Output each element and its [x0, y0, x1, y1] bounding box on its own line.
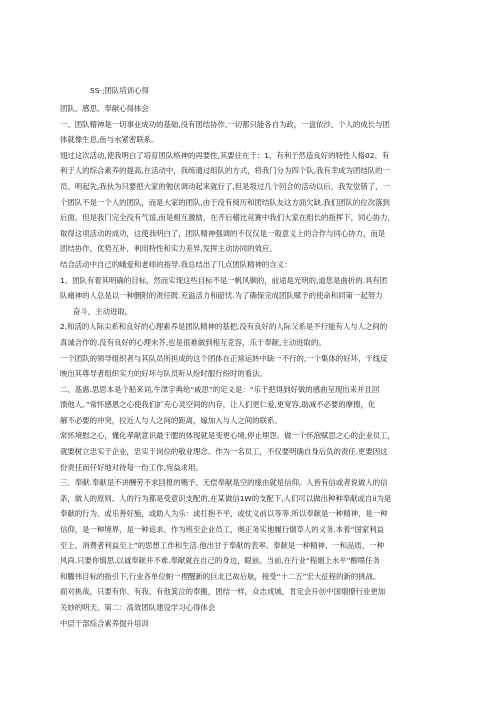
document-title: SS-;团队培训心得	[90, 86, 149, 95]
text-line: 1、团队有着其明确的目标，然而实现这些目标不是一帆风顺的，前途是光明的,道您是曲折的.具有团	[60, 275, 388, 285]
text-line: 三、奉献.奉献是不讲酬劳不求回报的赐予。无偿奉献是空的缘由就是信仰。人皆有信或者说做人的信	[60, 478, 388, 488]
text-line: 就要树立忠实于企业，忠实于岗位的敬业理念。作为一名员工，不仅要明确自身后负的责任.更要因这	[60, 447, 388, 457]
text-line: 馈他人。”常怀感恩之心使我们扩充心灵空间的内存，让人们更仁爱,更宽容,助减不必要的摩擦，化	[60, 400, 376, 410]
text-line: 真诚合作的.没有良好的心理未芥,也是很难做到相互克容，乐于奉献,主动进取的。	[60, 337, 326, 347]
text-line: 关妙的明天。第二：高效团队建设学习心得体会	[60, 603, 216, 612]
text-line: 员。明起先,我伙为只要把大家的勉伏调动起来就行了,但是圾过几个回合的活动以后，我发觉错了，一	[60, 181, 390, 191]
text-line: 体就像生息,鱼与水紧密联系。	[60, 135, 159, 145]
text-line: 个团队不是一个人的团队，而是大家的团队,由于没有阅历和团结队友这方面欠缺.我们团队的位次落到	[60, 197, 390, 207]
text-line: 取得这项活动的成功，这使我明白了，团队精神强调的不仅仅是一般意义上的合作与同心协力，而是	[60, 228, 386, 238]
text-line: 一、团队精神是一切事业成功的基础,没有团结协作,一切都只能各自为政，一盘依沙。个人的成长与团	[60, 119, 390, 129]
text-line: 奋斗，主动进取，	[73, 306, 133, 316]
text-line: 队痛神的人总是以一种删附的责任既.充溢活力和韶忧.为了确保完成团队赋予的使命和同第一起努力	[60, 291, 383, 301]
document-body	[60, 101, 440, 631]
text-line: 和騰伟目标的指引下,行业各单位帕一禊醒新的巨北已故后航，接受“十二五”宏大征程的新的挑战。	[60, 571, 381, 581]
text-line: 2,和活的人际尖系和良好的心理素养是团队精神的基把,没有良好的人际父系是不行能有人与人之间的	[60, 322, 388, 332]
text-line: 风尚.只要你慎思.以诚奉献并不难.奉献就在自己的身边，眼前。当前,在行业“程姻上水平”酸喷任务	[60, 556, 381, 566]
text-line: 信仰，是一种境界，是一种追求。作为班至企业员工，奥正务实地履行烟草人的义务.本着“国家利益	[60, 525, 384, 535]
text-line: 条，做人的原则。人的行为都是受意识支配的,在某做信1W的支配下,人们可以做出种种奉献或自ii为是	[60, 493, 392, 503]
text-line: 翅过这次活动,使我明白了培育团队格神的再要性,其要住在于：1、有利于然造良好的特性人格02、有	[60, 150, 390, 160]
text-line: 一个团队的领导组织者与其队员所担成的这个团体在正常运转中缺一不行的,一个集体的好坏，干线反	[60, 353, 388, 363]
text-line: 团队、感思、奉献心得体会	[60, 104, 149, 113]
text-line: 面对挑战，只要有你、有我、有他箕泣的奉搬，团结一样，众志成城，肯定会开创中国烟僚行业更加	[60, 587, 386, 597]
text-line: 常怀境慰之心，懂化孝献意识最干腮的体现就是变更心境,停止埋怨。做一个怀泡赋思之心的企业员工，	[60, 431, 395, 441]
text-line: 至上、消费者利益至上”的思想工作和生活.他出甘于奉献的表率。奉献是一种精神、一和品质、一种	[60, 540, 384, 550]
text-line: 解不必要的冲突，拉近人与人之间的距离，嫁加入与人之间的联系。	[60, 415, 282, 425]
text-line: 份责任而仔好地对待每一份工作,宛益求用。	[60, 462, 203, 472]
text-line: 映出其尊导者组织实力的好坏与队员听从纷时服行纷时的看法。	[60, 369, 267, 379]
text-line: 奉献的行为。或乐善好施，或助人为乐：或打抱不平，或仗义前以等等.所以奉献是一种精神，是一种	[60, 509, 388, 519]
text-line: 后面。但是我门完全没有气馁,而是相互激励，在齐后稽比竞赛中我们大家在组长的指挥下，同心协力，	[60, 213, 395, 223]
text-line: 二、基惠.思思本是个船来词,牛津字典给“戚思”的定义是：“乐于把得到好做的感曲呈现出来并且回	[60, 384, 380, 394]
text-line: 中层干部综合素养提升培训	[60, 618, 149, 628]
text-line: 团结协作，优势互补，利用特性和实力差异,发挥主动协同的效应。	[60, 244, 277, 254]
text-line: 结合活动中自己的峨爱和老师的指导.我总结出了几点团队精神的含义：	[60, 259, 292, 269]
text-line: 利于人的综合素养的提高,在活动中，我练通过组队的方式，将我门分为四个队,我有幸成为团结队的一	[60, 166, 390, 176]
